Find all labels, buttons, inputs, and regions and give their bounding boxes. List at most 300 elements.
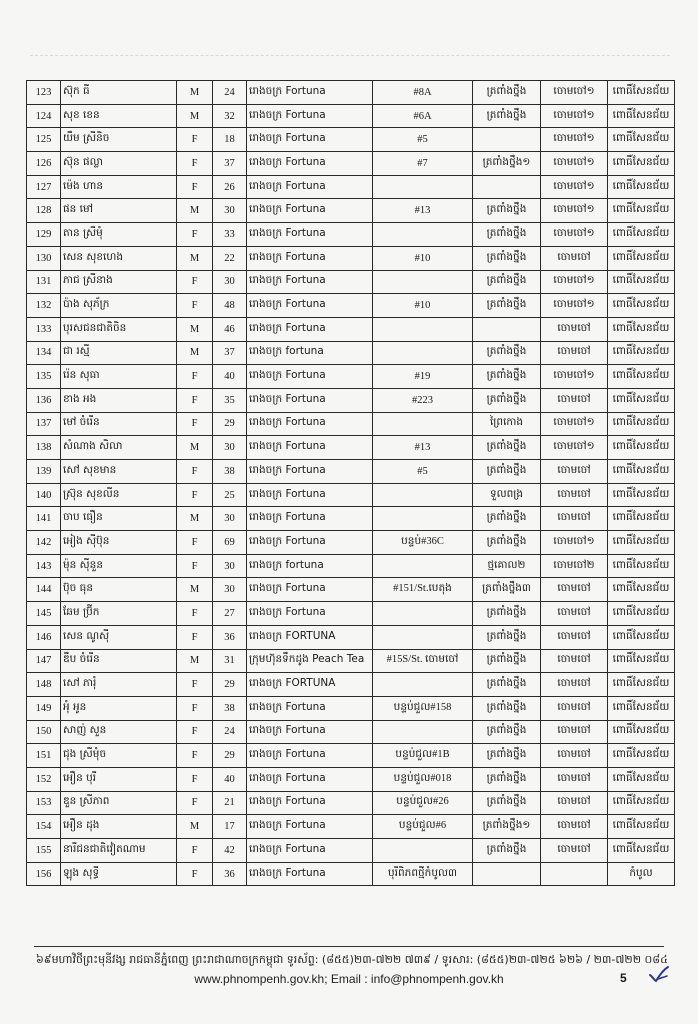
age-cell: 22 bbox=[213, 246, 247, 270]
table-row bbox=[27, 483, 675, 507]
village-cell: ចោមចៅ១ bbox=[541, 175, 608, 199]
table-row bbox=[27, 696, 675, 720]
age-cell: 32 bbox=[213, 104, 247, 128]
footer-rule bbox=[34, 946, 664, 947]
commune-cell: ពោធិ៍សែនជ័យ bbox=[608, 317, 675, 341]
workplace-cell: រោងចក្រ Fortuna bbox=[247, 744, 373, 768]
workplace-cell: រោងចក្រ Fortuna bbox=[247, 412, 373, 436]
street-area-cell: ត្រពាំងថ្នឹង bbox=[473, 294, 541, 318]
workplace-cell: រោងចក្រ Fortuna bbox=[247, 104, 373, 128]
age-cell: 30 bbox=[213, 199, 247, 223]
village-cell: ចោមចៅ bbox=[541, 317, 608, 341]
sex-cell: F bbox=[177, 294, 213, 318]
handwritten-check-mark bbox=[648, 964, 670, 984]
village-cell: ចោមចៅ bbox=[541, 815, 608, 839]
workplace-cell: ក្រុមហ៊ុនទឹកដូង Peach Tea bbox=[247, 649, 373, 673]
person-name-cell: ស្រ៊ុន សុខលីន bbox=[61, 483, 177, 507]
village-cell: ចោមចៅ១ bbox=[541, 294, 608, 318]
person-name-cell: ប៊ុច ធុន bbox=[61, 578, 177, 602]
house-number-cell: #8A bbox=[373, 81, 473, 105]
workplace-cell: រោងចក្រ Fortuna bbox=[247, 436, 373, 460]
house-number-cell: #19 bbox=[373, 365, 473, 389]
street-area-cell: ត្រពាំងថ្នឹង bbox=[473, 270, 541, 294]
street-area-cell bbox=[473, 862, 541, 886]
sex-cell: F bbox=[177, 175, 213, 199]
house-number-cell: #13 bbox=[373, 199, 473, 223]
house-number-cell: #223 bbox=[373, 388, 473, 412]
table-row bbox=[27, 815, 675, 839]
village-cell: ចោមចៅ១ bbox=[541, 270, 608, 294]
house-number-cell bbox=[373, 412, 473, 436]
commune-cell: ពោធិ៍សែនជ័យ bbox=[608, 294, 675, 318]
commune-cell: ពោធិ៍សែនជ័យ bbox=[608, 246, 675, 270]
street-area-cell: ត្រពាំងថ្នឹង១ bbox=[473, 152, 541, 176]
person-name-cell: យឹម ស្រីនិច bbox=[61, 128, 177, 152]
street-area-cell: ត្រពាំងថ្នឹង bbox=[473, 246, 541, 270]
workplace-cell: រោងចក្រ Fortuna bbox=[247, 578, 373, 602]
age-cell: 27 bbox=[213, 602, 247, 626]
commune-cell: ពោធិ៍សែនជ័យ bbox=[608, 625, 675, 649]
sex-cell: M bbox=[177, 246, 213, 270]
age-cell: 48 bbox=[213, 294, 247, 318]
village-cell: ចោមចៅ bbox=[541, 341, 608, 365]
person-name-cell: សុខ ខេន bbox=[61, 104, 177, 128]
age-cell: 26 bbox=[213, 175, 247, 199]
age-cell: 24 bbox=[213, 720, 247, 744]
age-cell: 21 bbox=[213, 791, 247, 815]
house-number-cell: បន្ទប់ជួល#158 bbox=[373, 696, 473, 720]
commune-cell: ពោធិ៍សែនជ័យ bbox=[608, 673, 675, 697]
workplace-cell: រោងចក្រ Fortuna bbox=[247, 199, 373, 223]
workplace-cell: រោងចក្រ Fortuna bbox=[247, 791, 373, 815]
house-number-cell: បន្ទប់#36C bbox=[373, 531, 473, 555]
street-area-cell: ត្រពាំងថ្នឹង bbox=[473, 223, 541, 247]
workplace-cell: រោងចក្រ Fortuna bbox=[247, 602, 373, 626]
house-number-cell: បន្ទប់ជួល#1B bbox=[373, 744, 473, 768]
commune-cell: ពោធិ៍សែនជ័យ bbox=[608, 199, 675, 223]
commune-cell: ពោធិ៍សែនជ័យ bbox=[608, 815, 675, 839]
village-cell: ចោមចៅ១ bbox=[541, 412, 608, 436]
commune-cell: ពោធិ៍សែនជ័យ bbox=[608, 365, 675, 389]
sex-cell: F bbox=[177, 862, 213, 886]
table-row bbox=[27, 602, 675, 626]
street-area-cell: ត្រពាំងថ្នឹង bbox=[473, 602, 541, 626]
age-cell: 37 bbox=[213, 341, 247, 365]
workplace-cell: រោងចក្រ Fortuna bbox=[247, 270, 373, 294]
table-row bbox=[27, 649, 675, 673]
village-cell: ចោមចៅ១ bbox=[541, 81, 608, 105]
street-area-cell: ត្រពាំងថ្នឹង bbox=[473, 625, 541, 649]
footer-web-email: www.phnompenh.gov.kh; Email : info@phnompenh.gov.kh bbox=[194, 972, 504, 986]
person-name-cell: ជា រស្មី bbox=[61, 341, 177, 365]
sex-cell: M bbox=[177, 578, 213, 602]
workplace-cell: រោងចក្រ Fortuna bbox=[247, 696, 373, 720]
person-name-cell: បុរសជនជាតិចិន bbox=[61, 317, 177, 341]
person-name-cell: តាន ស្រីមុំ bbox=[61, 223, 177, 247]
sex-cell: M bbox=[177, 341, 213, 365]
village-cell: ចោមចៅ bbox=[541, 460, 608, 484]
table-row bbox=[27, 317, 675, 341]
house-number-cell bbox=[373, 673, 473, 697]
workplace-cell: រោងចក្រ fortuna bbox=[247, 554, 373, 578]
workplace-cell: រោងចក្រ Fortuna bbox=[247, 128, 373, 152]
street-area-cell: ទួលពង្រ bbox=[473, 483, 541, 507]
age-cell: 29 bbox=[213, 744, 247, 768]
row-number-cell: 129 bbox=[27, 223, 61, 247]
row-number-cell: 131 bbox=[27, 270, 61, 294]
table-row bbox=[27, 388, 675, 412]
table-row bbox=[27, 531, 675, 555]
workplace-cell: រោងចក្រ Fortuna bbox=[247, 483, 373, 507]
row-number-cell: 150 bbox=[27, 720, 61, 744]
row-number-cell: 138 bbox=[27, 436, 61, 460]
age-cell: 17 bbox=[213, 815, 247, 839]
sex-cell: F bbox=[177, 839, 213, 863]
person-name-cell: អឿន បុរី bbox=[61, 767, 177, 791]
commune-cell: ពោធិ៍សែនជ័យ bbox=[608, 839, 675, 863]
row-number-cell: 139 bbox=[27, 460, 61, 484]
sex-cell: F bbox=[177, 602, 213, 626]
village-cell: ចោមចៅ១ bbox=[541, 223, 608, 247]
house-number-cell: #5 bbox=[373, 128, 473, 152]
row-number-cell: 146 bbox=[27, 625, 61, 649]
age-cell: 30 bbox=[213, 578, 247, 602]
age-cell: 69 bbox=[213, 531, 247, 555]
age-cell: 35 bbox=[213, 388, 247, 412]
house-number-cell bbox=[373, 341, 473, 365]
street-area-cell: ព្រៃកោង bbox=[473, 412, 541, 436]
street-area-cell: ត្រពាំងថ្នឹង bbox=[473, 767, 541, 791]
person-name-cell: មៅ ចំរើន bbox=[61, 412, 177, 436]
commune-cell: ពោធិ៍សែនជ័យ bbox=[608, 531, 675, 555]
village-cell: ចោមចៅ bbox=[541, 388, 608, 412]
table-row bbox=[27, 223, 675, 247]
street-area-cell: ត្រពាំងថ្នឹង bbox=[473, 791, 541, 815]
row-number-cell: 142 bbox=[27, 531, 61, 555]
row-number-cell: 127 bbox=[27, 175, 61, 199]
row-number-cell: 136 bbox=[27, 388, 61, 412]
person-name-cell: ឌួន ស្រីភាព bbox=[61, 791, 177, 815]
age-cell: 30 bbox=[213, 436, 247, 460]
commune-cell: ពោធិ៍សែនជ័យ bbox=[608, 104, 675, 128]
sex-cell: F bbox=[177, 365, 213, 389]
workplace-cell: រោងចក្រ fortuna bbox=[247, 341, 373, 365]
row-number-cell: 144 bbox=[27, 578, 61, 602]
row-number-cell: 152 bbox=[27, 767, 61, 791]
table-row bbox=[27, 767, 675, 791]
sex-cell: F bbox=[177, 483, 213, 507]
age-cell: 30 bbox=[213, 270, 247, 294]
roster-body bbox=[27, 81, 675, 886]
table-row bbox=[27, 175, 675, 199]
street-area-cell: ត្រពាំងថ្នឹង bbox=[473, 199, 541, 223]
table-row bbox=[27, 341, 675, 365]
house-number-cell bbox=[373, 839, 473, 863]
age-cell: 24 bbox=[213, 81, 247, 105]
sex-cell: F bbox=[177, 388, 213, 412]
workplace-cell: រោងចក្រ Fortuna bbox=[247, 365, 373, 389]
row-number-cell: 151 bbox=[27, 744, 61, 768]
street-area-cell: ត្រពាំងថ្នឹង bbox=[473, 460, 541, 484]
village-cell: ចោមចៅ bbox=[541, 791, 608, 815]
footer-address: ៦៩មហាវិថីព្រះមុនីវង្ស រាជធានីភ្នំពេញ ព្រះរាជាណាចក្រកម្ពុជា ទូរស័ព្ទ: (៨៥៥)២៣-៧២២ ៧៣៩ / ទូរសារ: (៨៥៥)២៣-៧២៥ ៦២៦ / ២៣-៧២២ ០៨៤ bbox=[36, 953, 668, 966]
commune-cell: ពោធិ៍សែនជ័យ bbox=[608, 81, 675, 105]
person-name-cell: សេន សុខហេង bbox=[61, 246, 177, 270]
age-cell: 40 bbox=[213, 767, 247, 791]
sex-cell: M bbox=[177, 199, 213, 223]
table-row bbox=[27, 673, 675, 697]
table-row bbox=[27, 365, 675, 389]
row-number-cell: 140 bbox=[27, 483, 61, 507]
street-area-cell bbox=[473, 128, 541, 152]
street-area-cell: ត្រពាំងថ្នឹង bbox=[473, 839, 541, 863]
table-row bbox=[27, 270, 675, 294]
sex-cell: F bbox=[177, 128, 213, 152]
house-number-cell bbox=[373, 270, 473, 294]
village-cell: ចោមចៅ១ bbox=[541, 128, 608, 152]
table-row bbox=[27, 507, 675, 531]
person-name-cell: ចាប ធឿន bbox=[61, 507, 177, 531]
street-area-cell bbox=[473, 175, 541, 199]
sex-cell: M bbox=[177, 815, 213, 839]
table-row bbox=[27, 199, 675, 223]
age-cell: 33 bbox=[213, 223, 247, 247]
commune-cell: ពោធិ៍សែនជ័យ bbox=[608, 720, 675, 744]
street-area-cell: ត្រពាំងថ្នឹង១ bbox=[473, 815, 541, 839]
village-cell: ចោមចៅ១ bbox=[541, 436, 608, 460]
commune-cell: ពោធិ៍សែនជ័យ bbox=[608, 388, 675, 412]
workplace-cell: រោងចក្រ FORTUNA bbox=[247, 673, 373, 697]
age-cell: 36 bbox=[213, 862, 247, 886]
house-number-cell: #151/St.បេតុង bbox=[373, 578, 473, 602]
house-number-cell: បន្ទប់ជួល#26 bbox=[373, 791, 473, 815]
sex-cell: M bbox=[177, 104, 213, 128]
row-number-cell: 137 bbox=[27, 412, 61, 436]
table-row bbox=[27, 578, 675, 602]
age-cell: 30 bbox=[213, 554, 247, 578]
street-area-cell: ត្រពាំងថ្នឹង bbox=[473, 341, 541, 365]
street-area-cell: ត្រពាំងថ្នឹង bbox=[473, 436, 541, 460]
row-number-cell: 145 bbox=[27, 602, 61, 626]
sex-cell: F bbox=[177, 554, 213, 578]
sex-cell: F bbox=[177, 531, 213, 555]
village-cell: ចោមចៅ bbox=[541, 246, 608, 270]
workplace-cell: រោងចក្រ Fortuna bbox=[247, 815, 373, 839]
table-row bbox=[27, 128, 675, 152]
street-area-cell: ត្រពាំងថ្នឹង bbox=[473, 81, 541, 105]
workplace-cell: រោងចក្រ Fortuna bbox=[247, 388, 373, 412]
person-name-cell: ម៉េង ហាន bbox=[61, 175, 177, 199]
commune-cell: កំបូល bbox=[608, 862, 675, 886]
house-number-cell bbox=[373, 602, 473, 626]
workplace-cell: រោងចក្រ Fortuna bbox=[247, 223, 373, 247]
commune-cell: ពោធិ៍សែនជ័យ bbox=[608, 460, 675, 484]
person-name-cell: ស៊ុន ផល្លា bbox=[61, 152, 177, 176]
workplace-cell: រោងចក្រ Fortuna bbox=[247, 317, 373, 341]
sex-cell: F bbox=[177, 412, 213, 436]
house-number-cell bbox=[373, 625, 473, 649]
sex-cell: F bbox=[177, 270, 213, 294]
sex-cell: M bbox=[177, 436, 213, 460]
table-row bbox=[27, 839, 675, 863]
sex-cell: M bbox=[177, 317, 213, 341]
street-area-cell: ត្រពាំងថ្នឹង bbox=[473, 696, 541, 720]
person-name-cell: អុំ អូន bbox=[61, 696, 177, 720]
sex-cell: M bbox=[177, 649, 213, 673]
house-number-cell: #5 bbox=[373, 460, 473, 484]
village-cell: ចោមចៅ១ bbox=[541, 152, 608, 176]
age-cell: 36 bbox=[213, 625, 247, 649]
village-cell: ចោមចៅ bbox=[541, 507, 608, 531]
person-name-cell: សៅ ភារុំ bbox=[61, 673, 177, 697]
bleed-through-line bbox=[30, 55, 670, 66]
sex-cell: F bbox=[177, 744, 213, 768]
workplace-cell: រោងចក្រ Fortuna bbox=[247, 175, 373, 199]
age-cell: 18 bbox=[213, 128, 247, 152]
commune-cell: ពោធិ៍សែនជ័យ bbox=[608, 554, 675, 578]
table-row bbox=[27, 152, 675, 176]
row-number-cell: 147 bbox=[27, 649, 61, 673]
village-cell: ចោមចៅ bbox=[541, 649, 608, 673]
street-area-cell: ត្រពាំងថ្នឹង bbox=[473, 104, 541, 128]
village-cell: ចោមចៅ១ bbox=[541, 199, 608, 223]
workplace-cell: រោងចក្រ Fortuna bbox=[247, 294, 373, 318]
house-number-cell bbox=[373, 554, 473, 578]
sex-cell: F bbox=[177, 460, 213, 484]
page-number: 5 bbox=[620, 971, 627, 985]
house-number-cell: #10 bbox=[373, 246, 473, 270]
row-number-cell: 125 bbox=[27, 128, 61, 152]
commune-cell: ពោធិ៍សែនជ័យ bbox=[608, 412, 675, 436]
street-area-cell: ត្រពាំងថ្នឹង bbox=[473, 388, 541, 412]
table-row bbox=[27, 625, 675, 649]
village-cell: ចោមចៅ bbox=[541, 578, 608, 602]
age-cell: 42 bbox=[213, 839, 247, 863]
row-number-cell: 132 bbox=[27, 294, 61, 318]
sex-cell: F bbox=[177, 791, 213, 815]
row-number-cell: 156 bbox=[27, 862, 61, 886]
age-cell: 46 bbox=[213, 317, 247, 341]
house-number-cell bbox=[373, 507, 473, 531]
person-name-cell: ឡុង សុទ្ធី bbox=[61, 862, 177, 886]
row-number-cell: 126 bbox=[27, 152, 61, 176]
workplace-cell: រោងចក្រ Fortuna bbox=[247, 862, 373, 886]
workplace-cell: រោងចក្រ FORTUNA bbox=[247, 625, 373, 649]
row-number-cell: 153 bbox=[27, 791, 61, 815]
workplace-cell: រោងចក្រ Fortuna bbox=[247, 81, 373, 105]
person-name-cell: ម៉ុន ស៊ីនួន bbox=[61, 554, 177, 578]
street-area-cell: ត្រពាំងថ្នឹង bbox=[473, 673, 541, 697]
commune-cell: ពោធិ៍សែនជ័យ bbox=[608, 341, 675, 365]
person-name-cell: សំណាង សិលា bbox=[61, 436, 177, 460]
age-cell: 38 bbox=[213, 696, 247, 720]
workplace-cell: រោងចក្រ Fortuna bbox=[247, 152, 373, 176]
table-row bbox=[27, 791, 675, 815]
commune-cell: ពោធិ៍សែនជ័យ bbox=[608, 507, 675, 531]
village-cell: ចោមចៅ bbox=[541, 720, 608, 744]
age-cell: 38 bbox=[213, 460, 247, 484]
person-name-cell: សៅ សុខមាន bbox=[61, 460, 177, 484]
person-name-cell: អឿន ដុង bbox=[61, 815, 177, 839]
sex-cell: F bbox=[177, 673, 213, 697]
row-number-cell: 134 bbox=[27, 341, 61, 365]
sex-cell: F bbox=[177, 152, 213, 176]
street-area-cell: ត្រពាំងថ្នឹង bbox=[473, 365, 541, 389]
street-area-cell: ត្រពាំងថ្នឹង៣ bbox=[473, 578, 541, 602]
person-name-cell: ឆែម ប្រ៊ីក bbox=[61, 602, 177, 626]
person-name-cell: អៀង ស៊ីប៊ុន bbox=[61, 531, 177, 555]
row-number-cell: 143 bbox=[27, 554, 61, 578]
house-number-cell: បន្ទប់ជួល#018 bbox=[373, 767, 473, 791]
commune-cell: ពោធិ៍សែនជ័យ bbox=[608, 152, 675, 176]
street-area-cell bbox=[473, 317, 541, 341]
house-number-cell: #7 bbox=[373, 152, 473, 176]
person-name-cell: ផន មៅ bbox=[61, 199, 177, 223]
village-cell: ចោមចៅ bbox=[541, 602, 608, 626]
commune-cell: ពោធិ៍សែនជ័យ bbox=[608, 483, 675, 507]
row-number-cell: 149 bbox=[27, 696, 61, 720]
row-number-cell: 154 bbox=[27, 815, 61, 839]
table-row bbox=[27, 246, 675, 270]
house-number-cell: #10 bbox=[373, 294, 473, 318]
commune-cell: ពោធិ៍សែនជ័យ bbox=[608, 436, 675, 460]
sex-cell: F bbox=[177, 767, 213, 791]
row-number-cell: 135 bbox=[27, 365, 61, 389]
commune-cell: ពោធិ៍សែនជ័យ bbox=[608, 649, 675, 673]
person-name-cell: ជុង ស្រីមុំច bbox=[61, 744, 177, 768]
village-cell: ចោមចៅ bbox=[541, 744, 608, 768]
sex-cell: F bbox=[177, 625, 213, 649]
house-number-cell: #6A bbox=[373, 104, 473, 128]
roster-table bbox=[26, 80, 675, 886]
commune-cell: ពោធិ៍សែនជ័យ bbox=[608, 767, 675, 791]
village-cell: ចោមចៅ១ bbox=[541, 531, 608, 555]
table-row bbox=[27, 554, 675, 578]
sex-cell: M bbox=[177, 507, 213, 531]
person-name-cell: ភាជ ស្រីនាង bbox=[61, 270, 177, 294]
person-name-cell: ស៊ុក ធី bbox=[61, 81, 177, 105]
street-area-cell: ថ្មគោល២ bbox=[473, 554, 541, 578]
sex-cell: M bbox=[177, 81, 213, 105]
house-number-cell: បុរីពិភពថ្មីកំបូល៣ bbox=[373, 862, 473, 886]
workplace-cell: រោងចក្រ Fortuna bbox=[247, 839, 373, 863]
age-cell: 29 bbox=[213, 412, 247, 436]
house-number-cell bbox=[373, 317, 473, 341]
commune-cell: ពោធិ៍សែនជ័យ bbox=[608, 602, 675, 626]
commune-cell: ពោធិ៍សែនជ័យ bbox=[608, 696, 675, 720]
commune-cell: ពោធិ៍សែនជ័យ bbox=[608, 223, 675, 247]
person-name-cell: ប៉ាង សុភ័ក្រ bbox=[61, 294, 177, 318]
house-number-cell bbox=[373, 223, 473, 247]
village-cell: ចោមចៅ bbox=[541, 483, 608, 507]
commune-cell: ពោធិ៍សែនជ័យ bbox=[608, 791, 675, 815]
row-number-cell: 141 bbox=[27, 507, 61, 531]
person-name-cell: នារីជនជាតិវៀតណាម bbox=[61, 839, 177, 863]
sex-cell: F bbox=[177, 696, 213, 720]
house-number-cell: បន្ទប់ជួល#6 bbox=[373, 815, 473, 839]
workplace-cell: រោងចក្រ Fortuna bbox=[247, 460, 373, 484]
age-cell: 30 bbox=[213, 507, 247, 531]
row-number-cell: 128 bbox=[27, 199, 61, 223]
house-number-cell: #15S/St. ចោមចៅ bbox=[373, 649, 473, 673]
age-cell: 31 bbox=[213, 649, 247, 673]
table-row bbox=[27, 412, 675, 436]
village-cell: ចោមចៅ bbox=[541, 696, 608, 720]
street-area-cell: ត្រពាំងថ្នឹង bbox=[473, 744, 541, 768]
table-row bbox=[27, 436, 675, 460]
row-number-cell: 133 bbox=[27, 317, 61, 341]
age-cell: 29 bbox=[213, 673, 247, 697]
